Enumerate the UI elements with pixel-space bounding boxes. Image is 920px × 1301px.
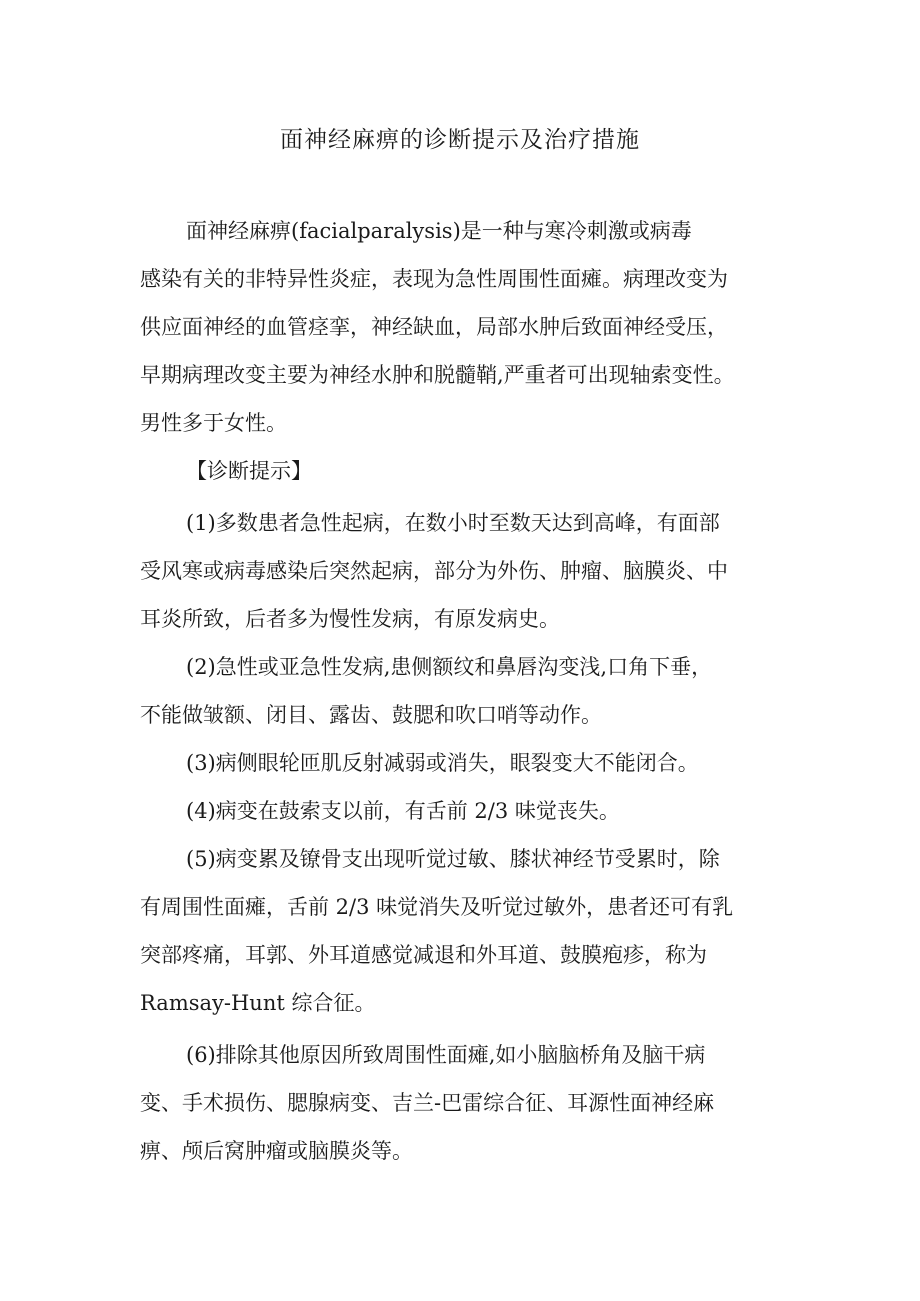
section-heading: 【诊断提示】 xyxy=(186,459,312,483)
paragraph-line: 男性多于女性。 xyxy=(140,411,287,435)
paragraph-line: 有周围性面瘫，舌前 2/3 味觉消失及听觉过敏外，患者还可有乳 xyxy=(140,895,734,919)
paragraph-line: 感染有关的非特异性炎症，表现为急性周围性面瘫。病理改变为 xyxy=(140,267,728,291)
paragraph-line: 耳炎所致，后者多为慢性发病，有原发病史。 xyxy=(140,607,560,631)
paragraph-line: 突部疼痛，耳郭、外耳道感觉减退和外耳道、鼓膜疱疹，称为 xyxy=(140,943,707,967)
paragraph-line: Ramsay-Hunt 综合征。 xyxy=(140,991,376,1015)
paragraph-line: 早期病理改变主要为神经水肿和脱髓鞘,严重者可出现轴索变性。 xyxy=(140,363,735,387)
paragraph-line: (3)病侧眼轮匝肌反射减弱或消失，眼裂变大不能闭合。 xyxy=(186,751,699,775)
paragraph-line: 面神经麻痹(facialparalysis)是一种与寒冷刺激或病毒 xyxy=(186,219,692,243)
paragraph-line: (4)病变在鼓索支以前，有舌前 2/3 味觉丧失。 xyxy=(186,799,620,823)
paragraph-line: (6)排除其他原因所致周围性面瘫,如小脑脑桥角及脑干病 xyxy=(186,1043,706,1067)
page-title: 面神经麻痹的诊断提示及治疗措施 xyxy=(280,127,640,153)
paragraph-line: (2)急性或亚急性发病,患侧额纹和鼻唇沟变浅,口角下垂， xyxy=(186,655,713,679)
paragraph-line: 变、手术损伤、腮腺病变、吉兰-巴雷综合征、耳源性面神经麻 xyxy=(140,1091,715,1115)
paragraph-line: 供应面神经的血管痉挛，神经缺血，局部水肿后致面神经受压， xyxy=(140,315,728,339)
paragraph-line: (5)病变累及镣骨支出现听觉过敏、膝状神经节受累时，除 xyxy=(186,847,720,871)
paragraph-line: 痹、颅后窝肿瘤或脑膜炎等。 xyxy=(140,1139,413,1163)
paragraph-line: (1)多数患者急性起病，在数小时至数天达到高峰，有面部 xyxy=(186,511,720,535)
paragraph-line: 受风寒或病毒感染后突然起病，部分为外伤、肿瘤、脑膜炎、中 xyxy=(140,559,728,583)
paragraph-line: 不能做皱额、闭目、露齿、鼓腮和吹口哨等动作。 xyxy=(140,703,602,727)
